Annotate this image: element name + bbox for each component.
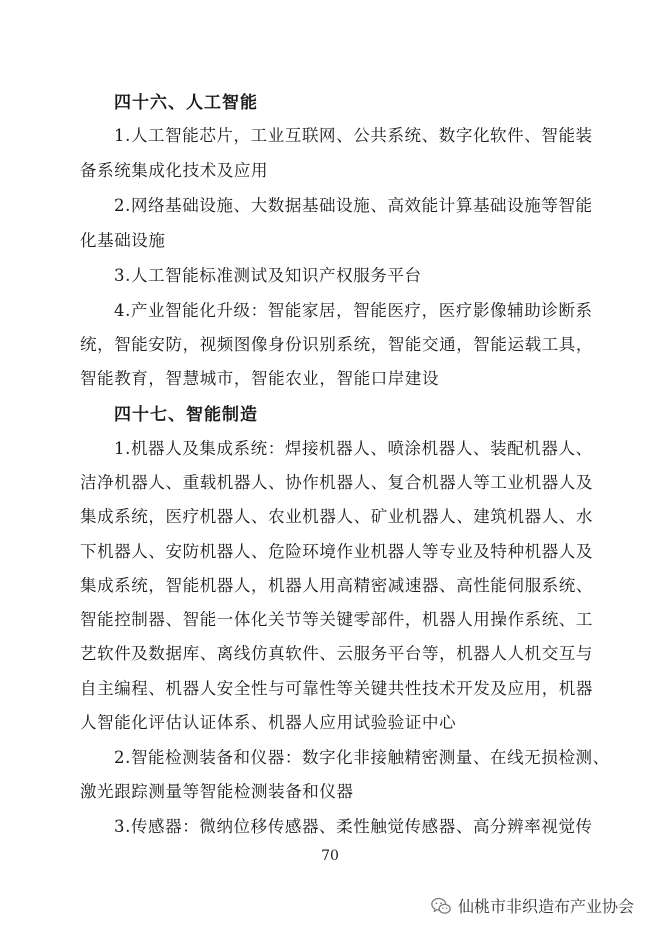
paragraph-line: 2.网络基础设施、大数据基础设施、高效能计算基础设施等智能 <box>114 196 593 215</box>
paragraph-line: 4.产业智能化升级：智能家居，智能医疗，医疗影像辅助诊断系 <box>114 301 593 320</box>
paragraph-line: 智能控制器、智能一体化关节等关键零部件，机器人用操作系统、工 <box>80 610 593 629</box>
paragraph-line: 化基础设施 <box>80 231 166 250</box>
paragraph-line: 自主编程、机器人安全性与可靠性等关键共性技术开发及应用，机器 <box>80 679 593 698</box>
wechat-icon <box>430 895 452 917</box>
paragraph-line: 1.人工智能芯片，工业互联网、公共系统、数字化软件、智能装 <box>114 126 593 145</box>
watermark-text: 仙桃市非织造布产业协会 <box>458 897 635 916</box>
paragraph-line: 3.人工智能标准测试及知识产权服务平台 <box>114 266 422 285</box>
paragraph-line: 集成系统，医疗机器人、农业机器人、矿业机器人、建筑机器人、水 <box>80 507 593 526</box>
paragraph-line: 备系统集成化技术及应用 <box>80 161 269 180</box>
paragraph-line: 下机器人、安防机器人、危险环境作业机器人等专业及特种机器人及 <box>80 542 593 561</box>
paragraph-line: 人智能化评估认证体系、机器人应用试验验证中心 <box>80 713 457 732</box>
paragraph-line: 激光跟踪测量等智能检测装备和仪器 <box>80 782 354 801</box>
section-heading-46: 四十六、人工智能 <box>114 93 258 113</box>
paragraph-line: 艺软件及数据库、离线仿真软件、云服务平台等，机器人人机交互与 <box>80 644 593 663</box>
paragraph-line: 2.智能检测装备和仪器：数字化非接触精密测量、在线无损检测、 <box>114 748 610 767</box>
paragraph-line: 1.机器人及集成系统：焊接机器人、喷涂机器人、装配机器人、 <box>114 439 593 458</box>
paragraph-line: 3.传感器：微纳位移传感器、柔性触觉传感器、高分辨率视觉传 <box>114 817 593 836</box>
section-heading-47: 四十七、智能制造 <box>114 405 258 425</box>
paragraph-line: 洁净机器人、重载机器人、协作机器人、复合机器人等工业机器人及 <box>80 473 593 492</box>
watermark <box>430 894 634 917</box>
page-number: 70 <box>321 848 339 864</box>
paragraph-line: 智能教育，智慧城市，智能农业，智能口岸建设 <box>80 369 440 388</box>
paragraph-line: 统，智能安防，视频图像身份识别系统，智能交通，智能运载工具， <box>80 335 593 354</box>
paragraph-line: 集成系统，智能机器人，机器人用高精密减速器、高性能伺服系统、 <box>80 576 593 595</box>
